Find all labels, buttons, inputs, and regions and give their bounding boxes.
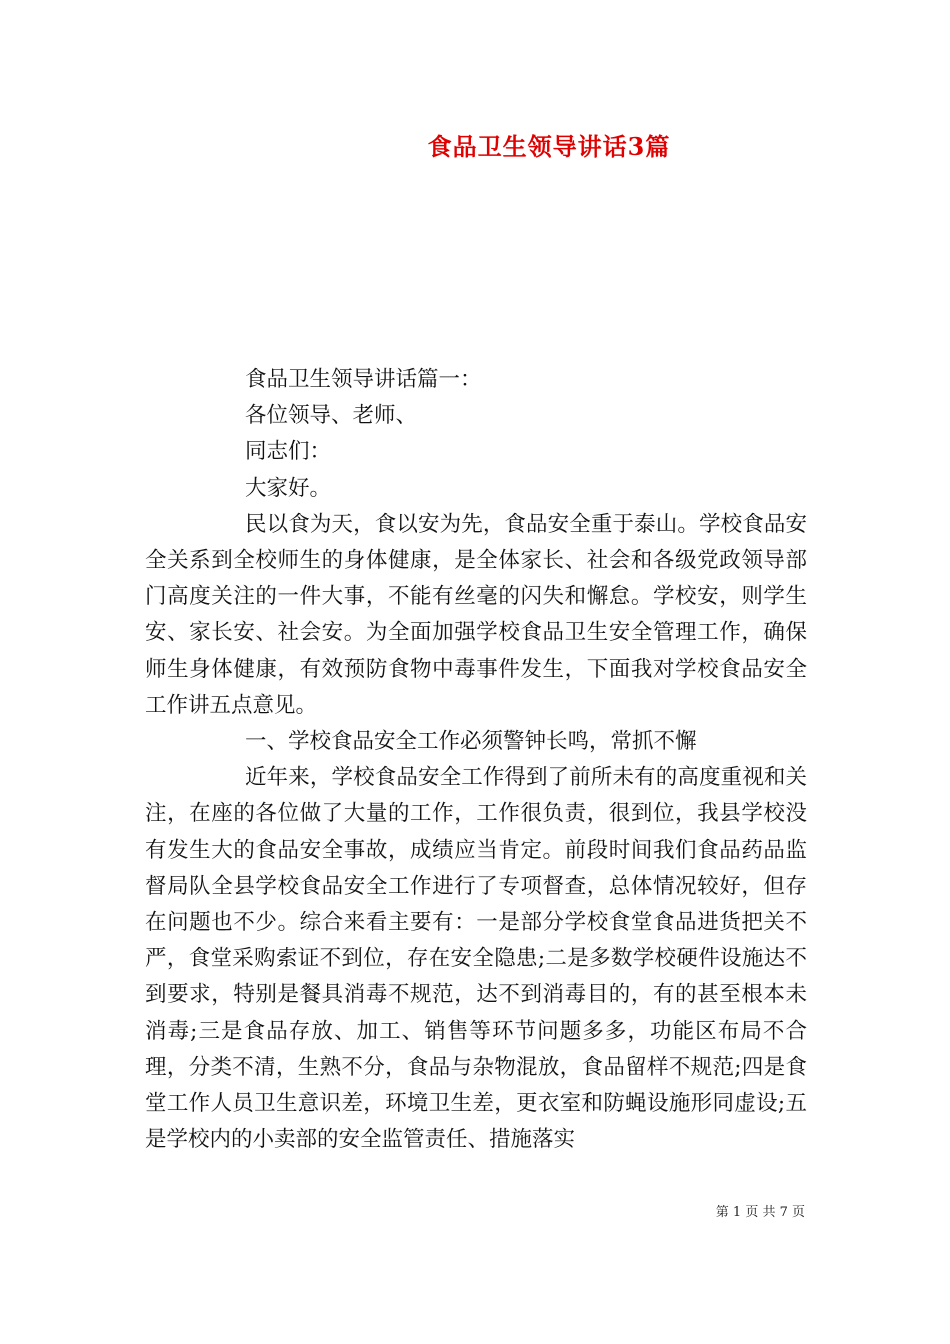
paragraph-salutation-2: 同志们： — [245, 439, 332, 465]
paragraph-section-heading: 食品卫生领导讲话篇一： — [245, 367, 482, 392]
document-body — [145, 362, 807, 1158]
paragraph-point-one-body: 近年来，学校食品安全工作得到了前所未有的高度重视和关注，在座的各位做了大量的工作，工作很负责，很到位，我县学校没有发生大的食品安全事故，成绩应当肯定。前段时间我们食品药品监督局队全县学校食品安全工作进行了专项督查，总体情况较好，但存在问题也不少。综合来看主要有：一是部分学校食堂食品进货把关不严，食堂采购索证不到位，存在安全隐患;二是多数学校硬件设施达不到要求，特别是餐具消毒不规范，达不到消毒目的，有的甚至根本未消毒;三是食品存放、加工、销售等环节问题多多，功能区布局不合理，分类不清，生熟不分，食品与杂物混放，食品留样不规范;四是食堂工作人员卫生意识差，环境卫生差，更衣室和防蝇设施形同虚设;五是学校内的小卖部的安全监管责任、措施落实 — [145, 765, 807, 1153]
paragraph-point-one-heading: 一、学校食品安全工作必须警钟长鸣，常抓不懈 — [245, 729, 697, 755]
paragraph-salutation-1: 各位领导、老师、 — [245, 403, 418, 429]
paragraph-greeting: 大家好。 — [245, 475, 332, 501]
document-title: 食品卫生领导讲话3篇 — [427, 132, 671, 161]
paragraph-intro: 民以食为天，食以安为先，食品安全重于泰山。学校食品安全关系到全校师生的身体健康，是全体家长、社会和各级党政领导部门高度关注的一件大事，不能有丝毫的闪失和懈怠。学校安，则学生安、家长安、社会安。为全面加强学校食品卫生安全管理工作，确保师生身体健康，有效预防食物中毒事件发生，下面我对学校食品安全工作讲五点意见。 — [145, 511, 807, 718]
page-number: 第 1 页 共 7 页 — [715, 1205, 805, 1220]
